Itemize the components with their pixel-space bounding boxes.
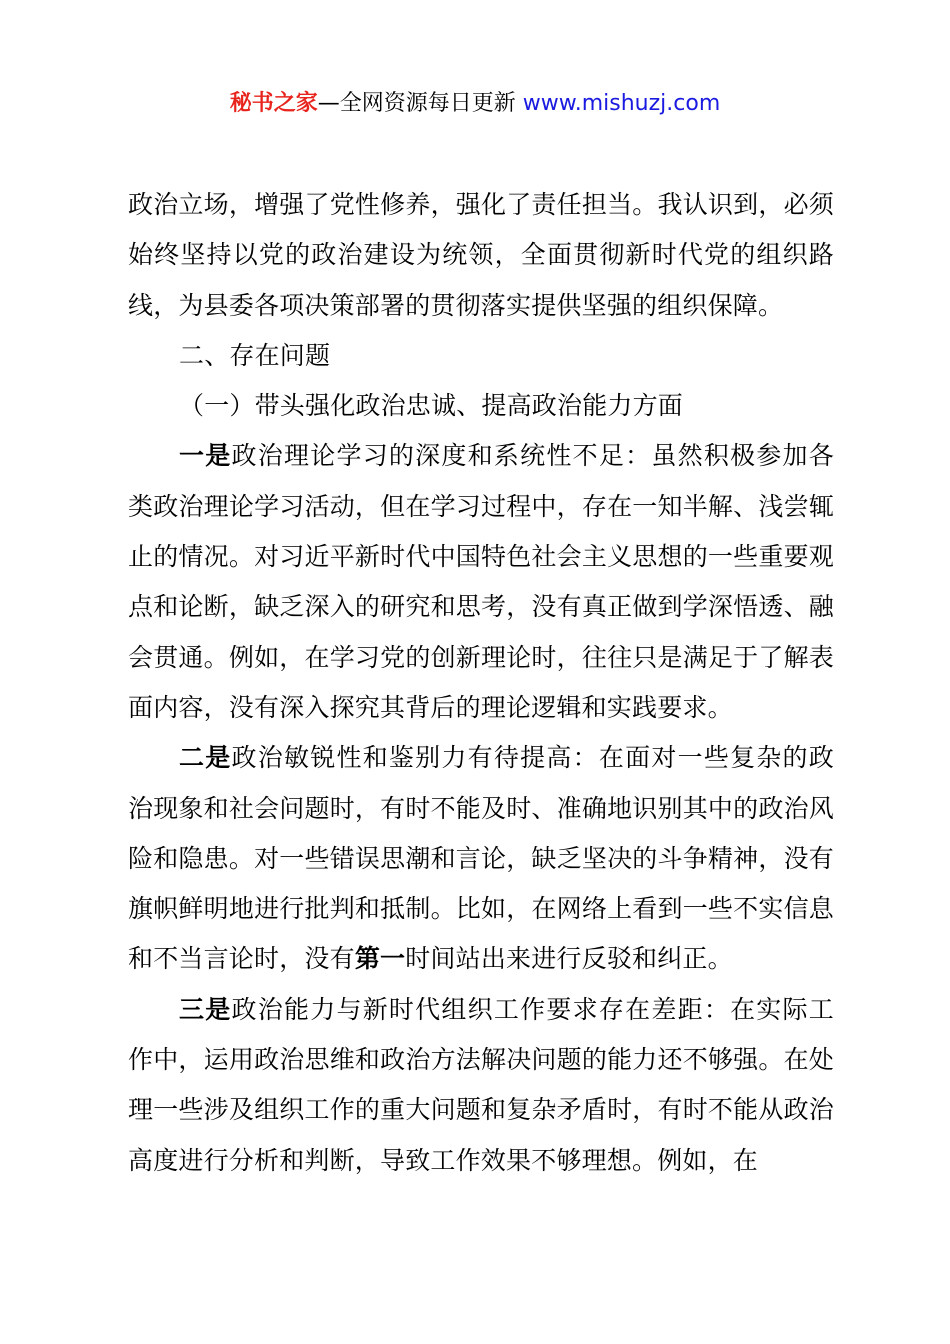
header-tagline: —全网资源每日更新 (317, 91, 523, 116)
item-3-lead: 三是 (179, 994, 232, 1024)
paragraph-item-1 (128, 431, 834, 733)
item-1-lead: 一是 (179, 441, 232, 471)
item-1-text: 政治理论学习的深度和系统性不足：虽然积极参加各类政治理论学习活动，但在学习过程中，存在一知半解、浅尝辄止的情况。对习近平新时代中国特色社会主义思想的一些重要观点和论断，缺乏深入的研究和思考，没有真正做到学深悟透、融会贯通。例如，在学习党的创新理论时，往往只是满足于了解表面内容，没有深入探究其背后的理论逻辑和实践要求。 (128, 441, 834, 722)
paragraph-item-3 (128, 985, 834, 1186)
item-2-text-a: 政治敏锐性和鉴别力有待提高：在面对一些复杂的政治现象和社会问题时，有时不能及时、准确地识别其中的政治风险和隐患。对一些错误思潮和言论，缺乏坚决的斗争精神，没有旗帜鲜明地进行批判和抵制。比如，在网络上看到一些不实信息和不当言论时，没有 (128, 743, 834, 974)
brand-name: 秘书之家 (229, 91, 318, 116)
item-2-bold-word: 第一 (354, 944, 406, 974)
page-header (0, 86, 950, 122)
document-body (128, 180, 834, 1186)
paragraph-item-2 (128, 733, 834, 984)
item-2-lead: 二是 (179, 743, 232, 773)
paragraph-continuation: 政治立场，增强了党性修养，强化了责任担当。我认识到，必须始终坚持以党的政治建设为统领，全面贯彻新时代党的组织路线，为县委各项决策部署的贯彻落实提供坚强的组织保障。 (128, 190, 834, 320)
item-2-text-b: 时间站出来进行反驳和纠正。 (405, 944, 733, 974)
section-heading: 二、存在问题 (179, 340, 331, 370)
item-3-text: 政治能力与新时代组织工作要求存在差距：在实际工作中，运用政治思维和政治方法解决问题的能力还不够强。在处理一些涉及组织工作的重大问题和复杂矛盾时，有时不能从政治高度进行分析和判断，导致工作效果不够理想。例如，在 (128, 994, 834, 1175)
subsection-heading: （一）带头强化政治忠诚、提高政治能力方面 (179, 391, 684, 421)
site-url-link[interactable]: www.mishuzj.com (522, 91, 721, 116)
